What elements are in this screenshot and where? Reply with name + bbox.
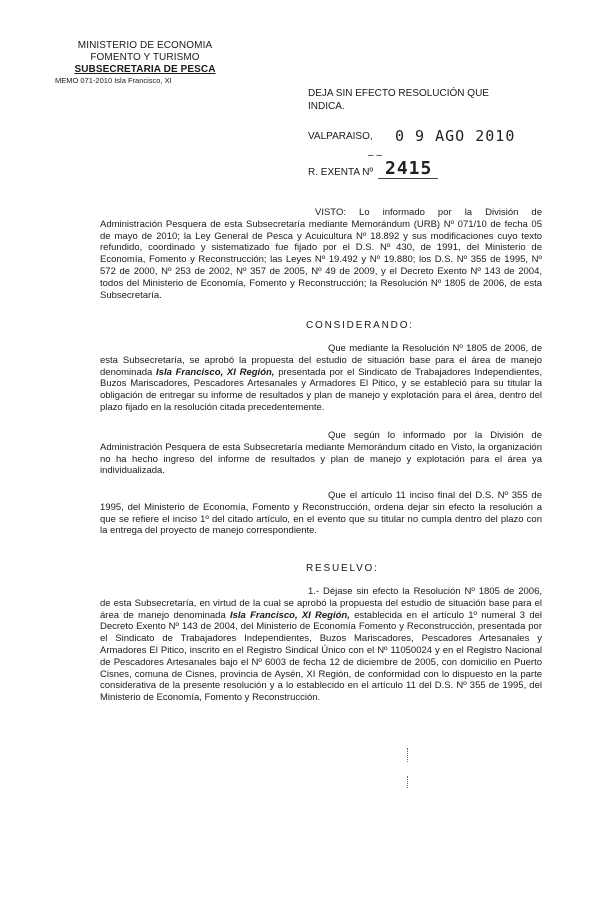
date-stamp: 0 9 AGO 2010 bbox=[395, 127, 516, 145]
ministry-division: FOMENTO Y TURISMO bbox=[90, 52, 200, 63]
scan-mark bbox=[407, 748, 409, 762]
subject-line-1: DEJA SIN EFECTO RESOLUCIÓN QUE bbox=[308, 88, 489, 99]
considerando-paragraph-3: Que el artículo 11 inciso final del D.S. Nº 355 de 1995, del Ministerio de Economía, Fomento y Reconstrucción, ordena dejar sin efecto la resolución a que se refiere el inciso 1º del citado artículo, en el evento que su titular no cumpla dentro del plazo con la entrega del proyecto de manejo correspondiente. bbox=[100, 490, 542, 537]
dash-mark: – – bbox=[368, 150, 382, 161]
visto-text: Lo informado por la División de Administración Pesquera de esta Subsecretaría mediante Memorándum (URB) Nº 071/10 de fecha 05 de mayo de 2010; la Ley General de Pesca y Acuicultura Nº 18.892 y sus modificaciones cuyo texto refundido, coordinado y sistematizado fue fijado por el D.S. Nº 430, de 1991, del Ministerio de Economía, Fomento y Reconstrucción; las Leyes Nº 19.492 y Nº 19.880; los D.S. Nº 355 de 1995, Nº 572 de 2000, Nº 253 de 2002, Nº 357 de 2005, Nº 49 de 2009, y el Decreto Exento Nº 143 de 2004, todos del Ministerio de Economía, Fomento y Reconstrucción; la Resolución Nº 1805 de 2006, de esta Subsecretaría. bbox=[100, 207, 542, 301]
ministry-header bbox=[55, 40, 235, 76]
area-name: Isla Francisco, XI Región, bbox=[156, 366, 275, 378]
considerando-heading: CONSIDERANDO: bbox=[306, 320, 414, 331]
subject-line-2: INDICA. bbox=[308, 100, 345, 112]
considerando-paragraph-2: Que según lo informado por la División de Administración Pesquera de esta Subsecretaría mediante Memorándum citado en Visto, la organización no ha hecho ingreso del informe de resultados y plan de manejo y explotación para el área ya individualizada. bbox=[100, 430, 542, 477]
subsecretaria-name: SUBSECRETARIA DE PESCA bbox=[74, 64, 216, 75]
resuelvo-heading: RESUELVO: bbox=[306, 563, 379, 574]
city-label: VALPARAISO, bbox=[308, 131, 373, 142]
resolution-number-stamp: 2415 bbox=[385, 158, 433, 179]
ministry-name: MINISTERIO DE ECONOMIA bbox=[77, 40, 213, 51]
visto-label: VISTO: bbox=[315, 207, 346, 218]
resolution-label: R. EXENTA Nº bbox=[308, 167, 374, 178]
visto-paragraph bbox=[100, 207, 542, 301]
area-name: Isla Francisco, XI Región, bbox=[229, 609, 350, 621]
memo-reference: MEMO 071-2010 Isla Francisco, XI bbox=[55, 76, 172, 85]
scan-mark bbox=[407, 776, 409, 788]
resolution-subject bbox=[308, 88, 518, 113]
considerando-paragraph-1: Que mediante la Resolución Nº 1805 de 2006, de esta Subsecretaría, se aprobó la propuesta del estudio de situación base para el área de manejo denominada Isla Francisco, XI Región, presentada por el Sindicato de Trabajadores Independientes, Buzos Mariscadores, Pescadores Artesanales y Armadores El Pitico, y se estableció para su titular la obligación de entregar su informe de resultados y plan de manejo y explotación para el área, dentro del plazo fijado en la resolución citada precedentemente. bbox=[100, 343, 543, 413]
resuelvo-paragraph-1: 1.- Déjase sin efecto la Resolución Nº 1805 de 2006, de esta Subsecretaría, en virtud de la cual se aprobó la propuesta del estudio de situación base para el área de manejo denominada Isla Francisco, XI Región, establecida en el artículo 1º numeral 3 del Decreto Exento Nº 143 de 2004, del Ministerio de Economía Fomento y Reconstrucción, presentada por el Sindicato de Trabajadores Independientes, Buzos Mariscadores, Pescadores Artesanales y Armadores El Pitico, inscrito en el Registro Sindical Único con el Nº 11050024 y en el Registro Nacional de Pescadores Artesanales bajo el Nº 6003 de fecha 12 de diciembre de 2005, con domicilio en Puerto Cisnes, comuna de Cisnes, provincia de Aysén, XI Región, de conformidad con lo dispuesto en la parte considerativa de la presente resolución y a lo establecido en el artículo 11 del D.S. Nº 355 de 1995, del Ministerio de Economía, Fomento y Reconstrucción. bbox=[100, 586, 542, 704]
